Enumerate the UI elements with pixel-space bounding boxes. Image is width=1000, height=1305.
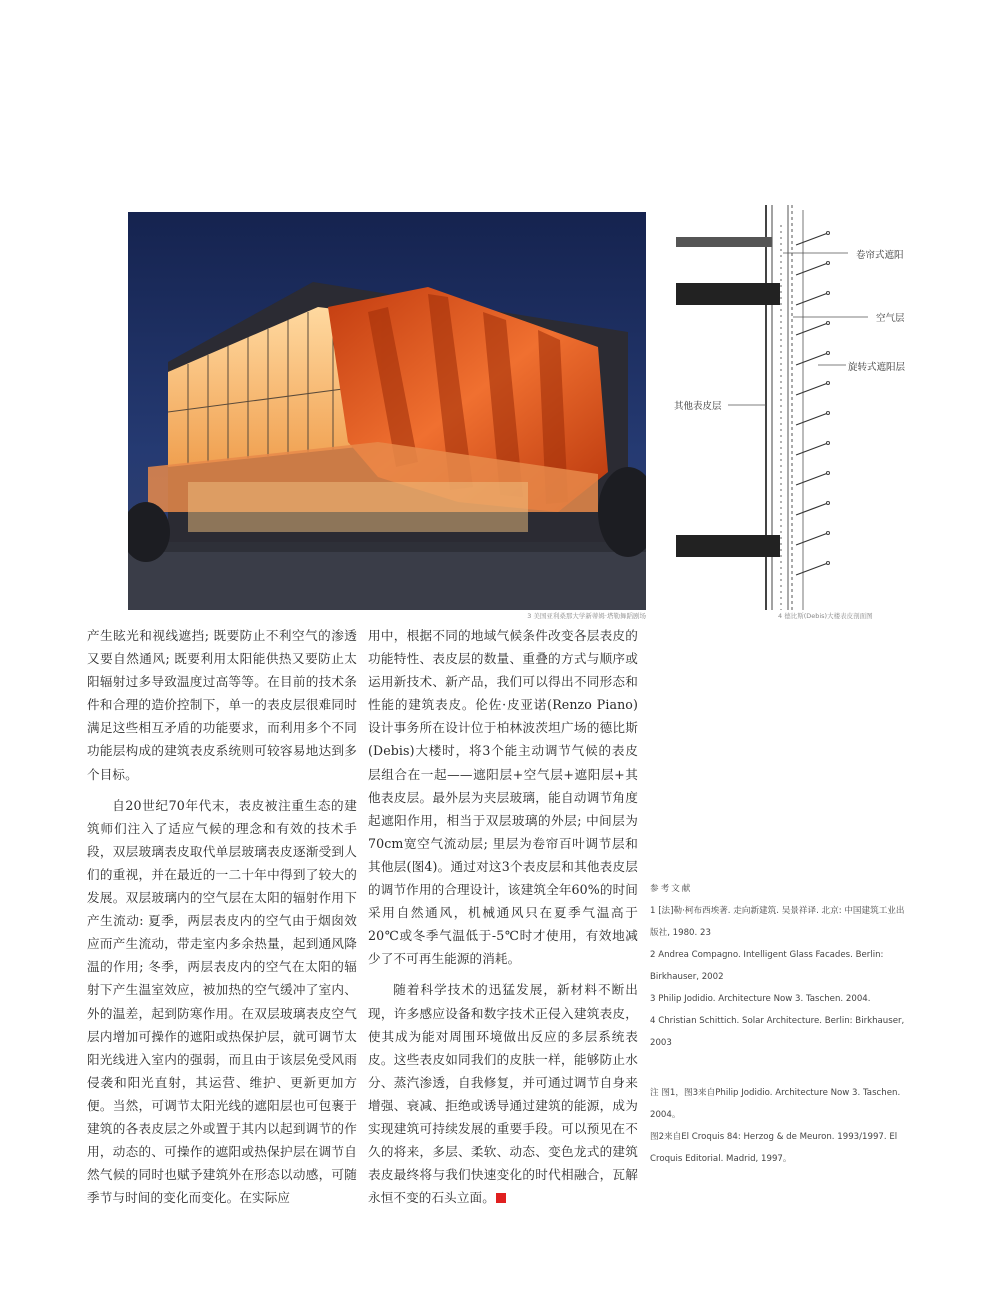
figure-4-caption: 4 德比斯(Debis)大楼表皮剖面图 xyxy=(778,612,873,620)
paragraph xyxy=(368,978,638,1209)
figure-3-photo xyxy=(128,212,646,610)
figure-4-diagram xyxy=(668,205,928,615)
body-column-2 xyxy=(368,624,638,1217)
note-line: 注 图1，图3来自Philip Jodidio. Architecture Now 3. Taschen. 2004。 xyxy=(650,1088,901,1120)
reference-item: 4 Christian Schittich. Solar Architecture. Berlin: Birkhauser, 2003 xyxy=(650,1016,905,1048)
label-roller-shade: 卷帘式遮阳 xyxy=(854,247,906,261)
reference-item: 1 [法]勒·柯布西埃著. 走向新建筑. 吴景祥译. 北京: 中国建筑工业出版社, 1980. 23 xyxy=(650,906,905,938)
theatre-night-image xyxy=(128,212,646,610)
label-air-layer: 空气层 xyxy=(874,310,907,324)
figure-3-caption: 3 美国亚利桑那大学新蒂姆·塔勒舞蹈剧场 xyxy=(527,612,646,620)
references-heading: 参考文献 xyxy=(650,884,693,894)
label-other-skin: 其他表皮层 xyxy=(672,398,724,412)
reference-item: 3 Philip Jodidio. Architecture Now 3. Taschen. 2004. xyxy=(650,994,871,1004)
label-rotating-shade: 旋转式遮阳层 xyxy=(846,359,907,373)
body-column-1 xyxy=(87,624,357,1217)
reference-item: 2 Andrea Compagno. Intelligent Glass Facades. Berlin: Birkhauser, 2002 xyxy=(650,950,884,982)
end-of-article-mark xyxy=(496,1193,506,1203)
note-line: 图2来自El Croquis 84: Herzog & de Meuron. 1993/1997. El Croquis Editorial. Madrid, 1997。 xyxy=(650,1132,898,1164)
image-source-notes xyxy=(650,1082,916,1170)
paragraph: 自20世纪70年代末，表皮被注重生态的建筑师们注入了适应气候的理念和有效的技术手段，双层玻璃表皮取代单层玻璃表皮逐渐受到人们的重视，并在最近的一二十年中得到了较大的发展。双层玻璃内的空气层在太阳的辐射作用下产生流动: 夏季，两层表皮内的空气由于烟囱效应而产生流动，带走室内多余热量，起到通风降温的作用; 冬季，两层表皮内的空气在太阳的辐射下产生温室效应，被加热的空气缓冲了室内、外的温差，起到防寒作用。在双层玻璃表皮空气层内增加可操作的遮阳或热保护层，就可调节太阳光线进入室内的强弱，而且由于该层免受风雨侵袭和阳光直射，其运营、维护、更新更加方便。当然，可调节太阳光线的遮阳层也可包裹于建筑的各表皮层之外或置于其内以起到调节的作用，动态的、可操作的遮阳或热保护层在调节自然气候的同时也赋予建筑外在形态以动感，可随季节与时间的变化而变化。在实际应 xyxy=(87,797,357,1206)
paragraph: 用中，根据不同的地域气候条件改变各层表皮的功能特性、表皮层的数量、重叠的方式与顺序或运用新技术、新产品，我们可以得出不同形态和性能的建筑表皮。伦佐·皮亚诺(Renzo Piano)设计事务所在设计位于柏林波茨坦广场的德比斯(Debis)大楼时，将3个能主动调节气候的表皮层组合在一起——遮阳层+空气层+遮阳层+其他表皮层。最外层为夹层玻璃，能自动调节角度起遮阳作用，相当于双层玻璃的外层; 中间层为70cm宽空气流动层; 里层为卷帘百叶调节层和其他层(图4)。通过对这3个表皮层和其他表皮层的调节作用的合理设计，该建筑全年60%的时间采用自然通风，机械通风只在夏季气温高于20℃或冬季气温低于-5℃时才使用，有效地减少了不可再生能源的消耗。 xyxy=(368,628,638,967)
paragraph-text: 随着科学技术的迅猛发展，新材料不断出现，许多感应设备和数字技术正侵入建筑表皮，使其成为能对周围环境做出反应的多层系统表皮。这些表皮如同我们的皮肤一样，能够防止水分、蒸汽渗透，自我修复，并可通过调节自身来增强、衰减、拒绝或诱导通过建筑的能源，成为实现建筑可持续发展的重要手段。可以预见在不久的将来，多层、柔软、动态、变色龙式的建筑表皮最终将与我们快速变化的时代相融合，瓦解永恒不变的石头立面。 xyxy=(368,982,638,1206)
paragraph: 产生眩光和视线遮挡; 既要防止不利空气的渗透又要自然通风; 既要利用太阳能供热又要防止太阳辐射过多导致温度过高等等。在目前的技术条件和合理的造价控制下，单一的表皮层很难同时满足这些相互矛盾的功能要求，而利用多个不同功能层构成的建筑表皮系统则可较容易地达到多个目标。 xyxy=(87,628,357,782)
references xyxy=(650,878,912,1054)
